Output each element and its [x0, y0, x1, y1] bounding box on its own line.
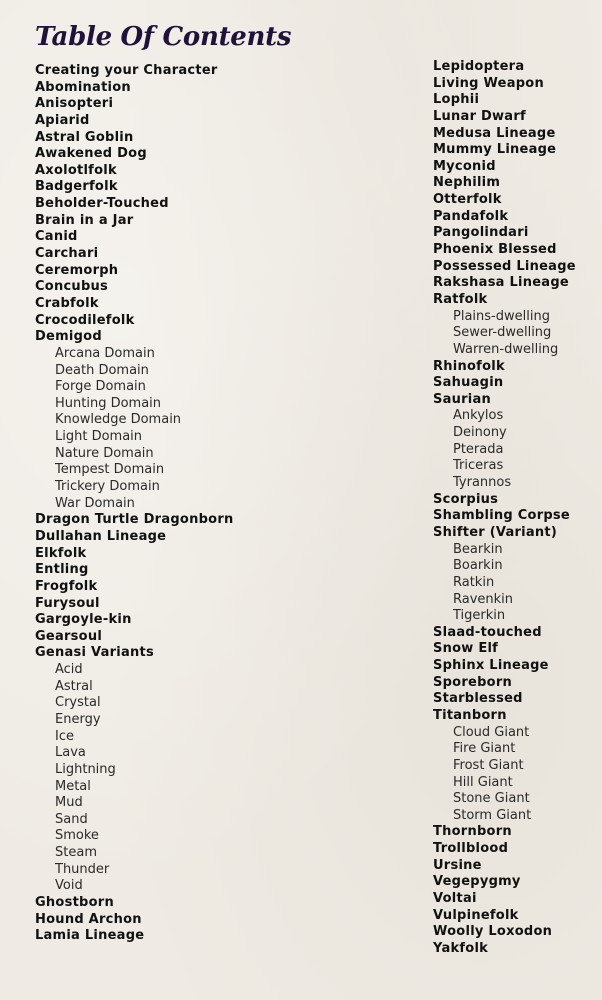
toc-subentry-thunder[interactable]: Thunder: [55, 861, 110, 877]
toc-entry-crocodilefolk[interactable]: Crocodilefolk: [35, 312, 135, 328]
toc-subentry-knowledge-domain[interactable]: Knowledge Domain: [55, 412, 182, 428]
toc-entry-medusa-lineage[interactable]: Medusa Lineage: [433, 125, 556, 141]
toc-entry-pandafolk[interactable]: Pandafolk: [433, 208, 509, 224]
toc-subentry-sewer-dwelling[interactable]: Sewer-dwelling: [453, 325, 552, 341]
toc-entry-crabfolk[interactable]: Crabfolk: [35, 295, 99, 311]
toc-subentry-forge-domain[interactable]: Forge Domain: [55, 379, 146, 395]
toc-subentry-ravenkin[interactable]: Ravenkin: [453, 591, 514, 607]
toc-entry-dragon-turtle-dragonborn[interactable]: Dragon Turtle Dragonborn: [35, 512, 234, 528]
toc-entry-anisopteri[interactable]: Anisopteri: [35, 96, 114, 112]
toc-entry-slaad-touched[interactable]: Slaad-touched: [433, 624, 542, 640]
toc-entry-shambling-corpse[interactable]: Shambling Corpse: [433, 508, 570, 524]
toc-subentry-ratkin[interactable]: Ratkin: [453, 574, 495, 590]
toc-entry-myconid[interactable]: Myconid: [433, 158, 496, 174]
toc-subentry-hunting-domain[interactable]: Hunting Domain: [55, 395, 162, 411]
toc-entry-vulpinefolk[interactable]: Vulpinefolk: [433, 907, 519, 923]
toc-entry-titanborn[interactable]: Titanborn: [433, 707, 507, 723]
toc-subentry-astral[interactable]: Astral: [55, 678, 93, 694]
toc-subentry-warren-dwelling[interactable]: Warren-dwelling: [453, 341, 559, 357]
toc-entry-phoenix-blessed[interactable]: Phoenix Blessed: [433, 242, 557, 258]
toc-entry-yakfolk[interactable]: Yakfolk: [433, 940, 489, 956]
toc-subentry-plains-dwelling[interactable]: Plains-dwelling: [453, 308, 550, 324]
toc-subentry-lightning[interactable]: Lightning: [55, 761, 116, 777]
toc-entry-rakshasa-lineage[interactable]: Rakshasa Lineage: [433, 275, 569, 291]
toc-entry-axolotlfolk[interactable]: Axolotlfolk: [35, 162, 117, 178]
toc-entry-canid[interactable]: Canid: [35, 229, 78, 245]
toc-entry-sahuagin[interactable]: Sahuagin: [433, 375, 504, 391]
toc-subentry-acid[interactable]: Acid: [55, 662, 83, 678]
toc-subentry-bearkin[interactable]: Bearkin: [453, 541, 503, 557]
toc-entry-dullahan-lineage[interactable]: Dullahan Lineage: [35, 528, 167, 544]
toc-subentry-lava[interactable]: Lava: [55, 745, 86, 761]
toc-entry-ceremorph[interactable]: Ceremorph: [35, 262, 119, 278]
toc-entry-concubus[interactable]: Concubus: [35, 279, 108, 295]
toc-subentry-ankylos[interactable]: Ankylos: [453, 408, 504, 424]
toc-entry-otterfolk[interactable]: Otterfolk: [433, 192, 502, 208]
toc-entry-ratfolk[interactable]: Ratfolk: [433, 291, 488, 307]
toc-subentry-death-domain[interactable]: Death Domain: [55, 362, 149, 378]
toc-left-column: [35, 63, 233, 945]
toc-entry-badgerfolk[interactable]: Badgerfolk: [35, 179, 118, 195]
toc-entry-furysoul[interactable]: Furysoul: [35, 595, 100, 611]
toc-subentry-void[interactable]: Void: [55, 878, 83, 894]
toc-subentry-triceras[interactable]: Triceras: [453, 458, 504, 474]
toc-subentry-trickery-domain[interactable]: Trickery Domain: [55, 479, 160, 495]
toc-subentry-war-domain[interactable]: War Domain: [55, 495, 135, 511]
toc-subentry-mud[interactable]: Mud: [55, 795, 83, 811]
toc-subentry-smoke[interactable]: Smoke: [55, 828, 99, 844]
toc-entry-saurian[interactable]: Saurian: [433, 391, 492, 407]
toc-subentry-fire-giant[interactable]: Fire Giant: [453, 741, 516, 757]
toc-subentry-cloud-giant[interactable]: Cloud Giant: [453, 724, 530, 740]
toc-subentry-energy[interactable]: Energy: [55, 711, 101, 727]
toc-entry-gearsoul[interactable]: Gearsoul: [35, 628, 103, 644]
toc-subentry-boarkin[interactable]: Boarkin: [453, 558, 503, 574]
toc-subentry-frost-giant[interactable]: Frost Giant: [453, 757, 524, 773]
toc-subentry-sand[interactable]: Sand: [55, 811, 88, 827]
toc-subentry-deinony[interactable]: Deinony: [453, 425, 507, 441]
toc-subentry-hill-giant[interactable]: Hill Giant: [453, 774, 513, 790]
toc-entry-creating-your-character[interactable]: Creating your Character: [35, 63, 218, 78]
toc-entry-sporeborn[interactable]: Sporeborn: [433, 674, 512, 690]
toc-entry-nephilim[interactable]: Nephilim: [433, 175, 501, 191]
toc-entry-genasi-variants[interactable]: Genasi Variants: [35, 645, 154, 661]
toc-entry-lepidoptera[interactable]: Lepidoptera: [433, 59, 525, 74]
toc-entry-awakened-dog[interactable]: Awakened Dog: [35, 146, 147, 162]
toc-entry-ghostborn[interactable]: Ghostborn: [35, 895, 114, 911]
toc-entry-rhinofolk[interactable]: Rhinofolk: [433, 358, 505, 374]
toc-entry-scorpius[interactable]: Scorpius: [433, 491, 499, 507]
toc-subentry-stone-giant[interactable]: Stone Giant: [453, 791, 530, 807]
toc-subentry-crystal[interactable]: Crystal: [55, 695, 101, 711]
toc-subentry-tyrannos[interactable]: Tyrannos: [453, 475, 512, 491]
toc-entry-astral-goblin[interactable]: Astral Goblin: [35, 129, 134, 145]
toc-entry-snow-elf[interactable]: Snow Elf: [433, 641, 499, 657]
toc-entry-apiarid[interactable]: Apiarid: [35, 112, 90, 128]
toc-entry-mummy-lineage[interactable]: Mummy Lineage: [433, 142, 557, 158]
toc-entry-shifter-variant[interactable]: Shifter (Variant): [433, 524, 558, 540]
toc-entry-beholder-touched[interactable]: Beholder-Touched: [35, 196, 169, 212]
toc-entry-brain-in-a-jar[interactable]: Brain in a Jar: [35, 212, 134, 228]
toc-entry-lophii[interactable]: Lophii: [433, 92, 480, 108]
toc-right-column: [433, 59, 576, 958]
toc-subentry-light-domain[interactable]: Light Domain: [55, 429, 143, 445]
toc-entry-possessed-lineage[interactable]: Possessed Lineage: [433, 258, 576, 274]
toc-entry-frogfolk[interactable]: Frogfolk: [35, 578, 98, 594]
toc-subentry-nature-domain[interactable]: Nature Domain: [55, 445, 154, 461]
toc-entry-sphinx-lineage[interactable]: Sphinx Lineage: [433, 658, 549, 674]
toc-entry-hound-archon[interactable]: Hound Archon: [35, 911, 142, 927]
toc-entry-woolly-loxodon[interactable]: Woolly Loxodon: [433, 924, 553, 940]
toc-subentry-tigerkin[interactable]: Tigerkin: [453, 608, 506, 624]
toc-subentry-tempest-domain[interactable]: Tempest Domain: [55, 462, 165, 478]
page-title: Table Of Contents: [35, 22, 292, 52]
toc-entry-demigod[interactable]: Demigod: [35, 329, 102, 345]
toc-subentry-ice[interactable]: Ice: [55, 728, 74, 744]
toc-entry-gargoyle-kin[interactable]: Gargoyle-kin: [35, 612, 132, 628]
toc-subentry-arcana-domain[interactable]: Arcana Domain: [55, 345, 155, 361]
toc-subentry-storm-giant[interactable]: Storm Giant: [453, 807, 532, 823]
toc-entry-pangolindari[interactable]: Pangolindari: [433, 225, 529, 241]
toc-entry-entling[interactable]: Entling: [35, 562, 89, 578]
toc-list-right: [433, 59, 576, 958]
toc-entry-thornborn[interactable]: Thornborn: [433, 824, 512, 840]
toc-entry-living-weapon[interactable]: Living Weapon: [433, 75, 544, 91]
toc-subentry-pterada[interactable]: Pterada: [453, 441, 504, 457]
toc-entry-lamia-lineage[interactable]: Lamia Lineage: [35, 928, 145, 944]
toc-entry-starblessed[interactable]: Starblessed: [433, 691, 523, 707]
toc-subentry-metal[interactable]: Metal: [55, 778, 91, 794]
toc-entry-lunar-dwarf[interactable]: Lunar Dwarf: [433, 108, 526, 124]
toc-entry-voltai[interactable]: Voltai: [433, 891, 477, 907]
toc-entry-carchari[interactable]: Carchari: [35, 246, 99, 262]
toc-entry-trollblood[interactable]: Trollblood: [433, 841, 509, 857]
toc-entry-ursine[interactable]: Ursine: [433, 857, 482, 873]
toc-entry-vegepygmy[interactable]: Vegepygmy: [433, 874, 521, 890]
toc-entry-abomination[interactable]: Abomination: [35, 79, 131, 95]
toc-list-left: [35, 63, 233, 945]
toc-entry-elkfolk[interactable]: Elkfolk: [35, 545, 87, 561]
toc-subentry-steam[interactable]: Steam: [55, 845, 97, 861]
